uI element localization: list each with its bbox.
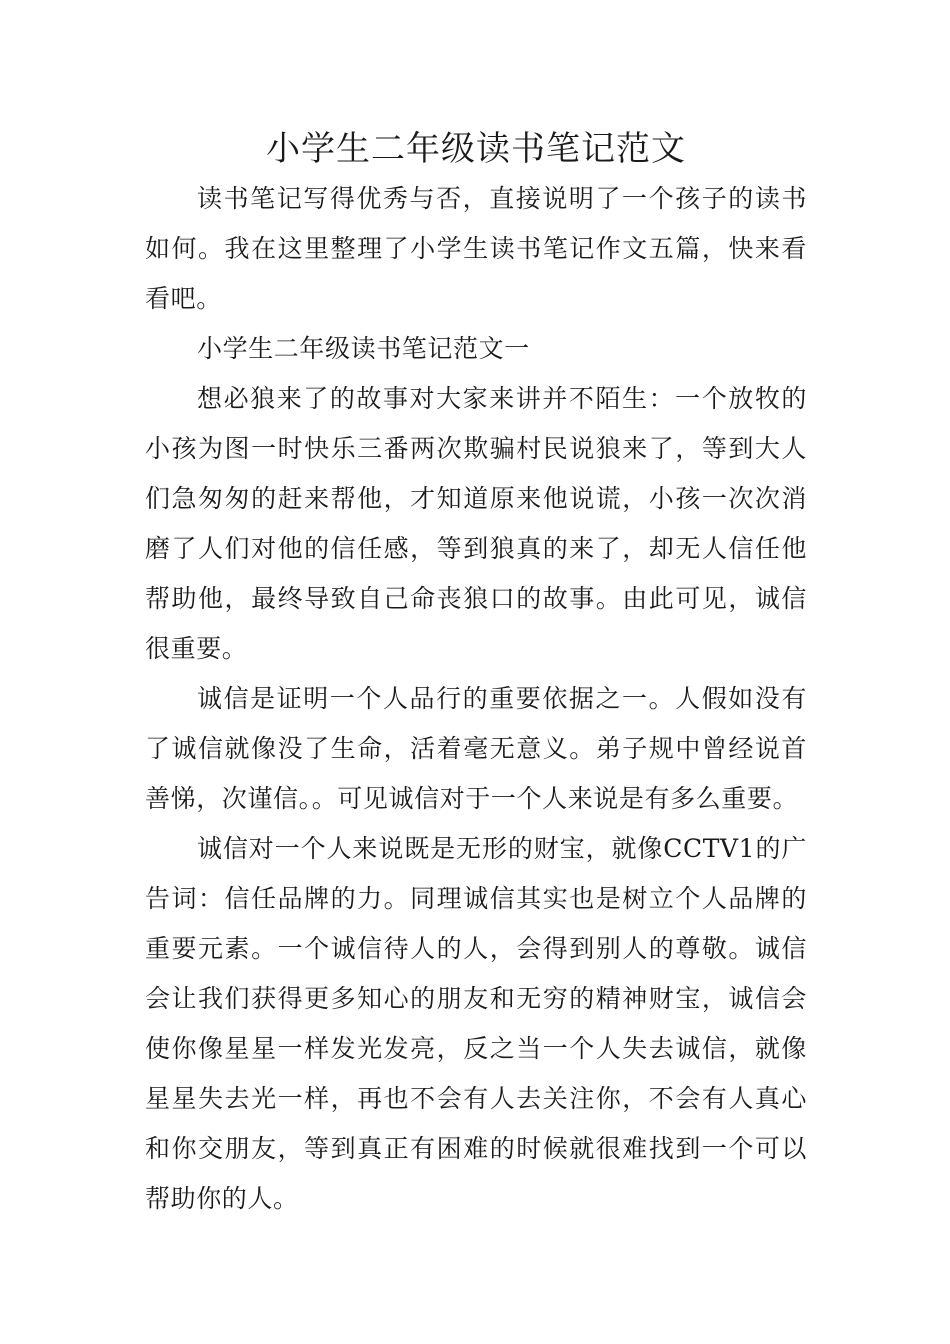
document-title: 小学生二年级读书笔记范文	[266, 129, 686, 169]
intro-paragraph: 读书笔记写得优秀与否，直接说明了一个孩子的读书如何。我在这里整理了小学生读书笔记作文五篇，快来看看吧。	[145, 184, 807, 313]
document-body	[145, 174, 807, 1224]
body-paragraph-2: 诚信是证明一个人品行的重要依据之一。人假如没有了诚信就像没了生命，活着毫无意义。弟子规中曾经说首善悌，次谨信。。可见诚信对于一个人来说是有多么重要。	[145, 684, 807, 813]
body-paragraph-1: 想必狼来了的故事对大家来讲并不陌生：一个放牧的小孩为图一时快乐三番两次欺骗村民说狼来了，等到大人们急匆匆的赶来帮他，才知道原来他说谎，小孩一次次消磨了人们对他的信任感，等到狼真的来了，却无人信任他帮助他，最终导致自己命丧狼口的故事。由此可见，诚信很重要。	[145, 384, 807, 663]
body-paragraph-3: 诚信对一个人来说既是无形的财宝，就像CCTV1的广告词：信任品牌的力。同理诚信其实也是树立个人品牌的重要元素。一个诚信待人的人，会得到别人的尊敬。诚信会让我们获得更多知心的朋友和无穷的精神财宝，诚信会使你像星星一样发光发亮，反之当一个人失去诚信，就像星星失去光一样，再也不会有人去关注你，不会有人真心和你交朋友，等到真正有困难的时候就很难找到一个可以帮助你的人。	[145, 834, 807, 1213]
section-heading: 小学生二年级读书笔记范文一	[197, 334, 530, 363]
